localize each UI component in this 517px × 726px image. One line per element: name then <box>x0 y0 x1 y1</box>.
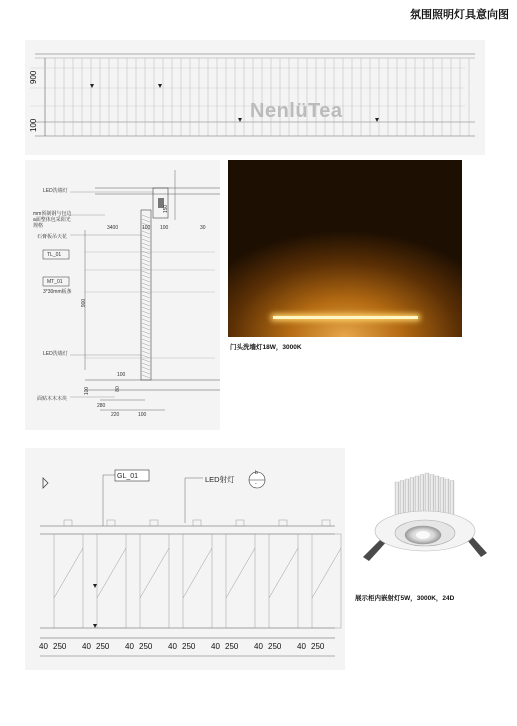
cab-dim: 40 <box>168 642 177 651</box>
elevation-drawing <box>25 40 485 155</box>
dim-30: 30 <box>200 225 206 231</box>
dim-100-e: 100 <box>138 412 147 418</box>
wall-washer-photo <box>228 160 462 337</box>
mt-desc: 3*30mm板条 <box>43 289 72 295</box>
tag-tl: TL_01 <box>47 252 62 258</box>
cabinet-drawing <box>25 448 345 670</box>
cab-dim: 250 <box>139 642 153 651</box>
cab-dim: 250 <box>225 642 239 651</box>
cab-dim: 40 <box>211 642 220 651</box>
dim-80: 80 <box>114 386 121 392</box>
spotlight-photo <box>355 465 495 575</box>
cab-dim: 250 <box>96 642 110 651</box>
bottom-note: 面贴木木木块 <box>37 396 68 402</box>
symbol-bottom: - <box>255 481 257 487</box>
cab-dim: 250 <box>311 642 325 651</box>
note-c: 规格 <box>33 223 44 229</box>
cabinet-svg <box>25 448 345 670</box>
label-ceiling: 石膏板吊天花 <box>37 234 68 240</box>
cab-dim: 40 <box>82 642 91 651</box>
dim-100-c: 100 <box>117 372 126 378</box>
note-b: a面整体包采阳光 <box>33 217 71 223</box>
cab-dim: 250 <box>53 642 67 651</box>
dim-3400: 3400 <box>107 225 119 231</box>
dim-220: 220 <box>111 412 120 418</box>
symbol-top: b <box>255 470 258 476</box>
brand-logo-text: NenlüTea <box>250 100 343 122</box>
dim-280: 280 <box>97 403 106 409</box>
section-svg <box>25 160 220 430</box>
cab-dim: 40 <box>297 642 306 651</box>
page-title: 氛围照明灯具意向图 <box>410 9 509 21</box>
section-drawing <box>25 160 220 430</box>
tag-mt: MT_01 <box>47 279 63 285</box>
dim-100-d: 100 <box>84 386 91 396</box>
led-spotlight-label: LED射灯 <box>205 475 235 484</box>
label-led-wash-bottom: LED洗墙灯 <box>43 351 68 357</box>
cab-dim: 40 <box>125 642 134 651</box>
dim-100-a: 100 <box>142 225 151 231</box>
label-led-wash-top: LED洗墙灯 <box>43 188 68 194</box>
dim-900: 900 <box>29 70 38 84</box>
note-a: mm预制钢与包边 <box>33 211 72 217</box>
dim-100: 100 <box>29 118 38 132</box>
tag-gl: GL_01 <box>117 473 139 480</box>
spotlight-caption: 展示柜内嵌射灯5W，3000K，24D <box>355 595 455 602</box>
cab-dim: 250 <box>182 642 196 651</box>
wall-washer-caption: 门头洗墙灯18W，3000K <box>230 344 302 351</box>
cab-dim: 250 <box>268 642 282 651</box>
dim-150: 150 <box>163 204 170 214</box>
elevation-svg <box>25 40 485 155</box>
cab-dim: 40 <box>254 642 263 651</box>
light-strip <box>273 316 418 319</box>
cabinet-dims <box>39 642 339 654</box>
spotlight-svg <box>355 465 495 575</box>
dim-100-b: 100 <box>160 225 169 231</box>
cab-dim: 40 <box>39 642 48 651</box>
dim-900-section: 900 <box>81 298 88 308</box>
